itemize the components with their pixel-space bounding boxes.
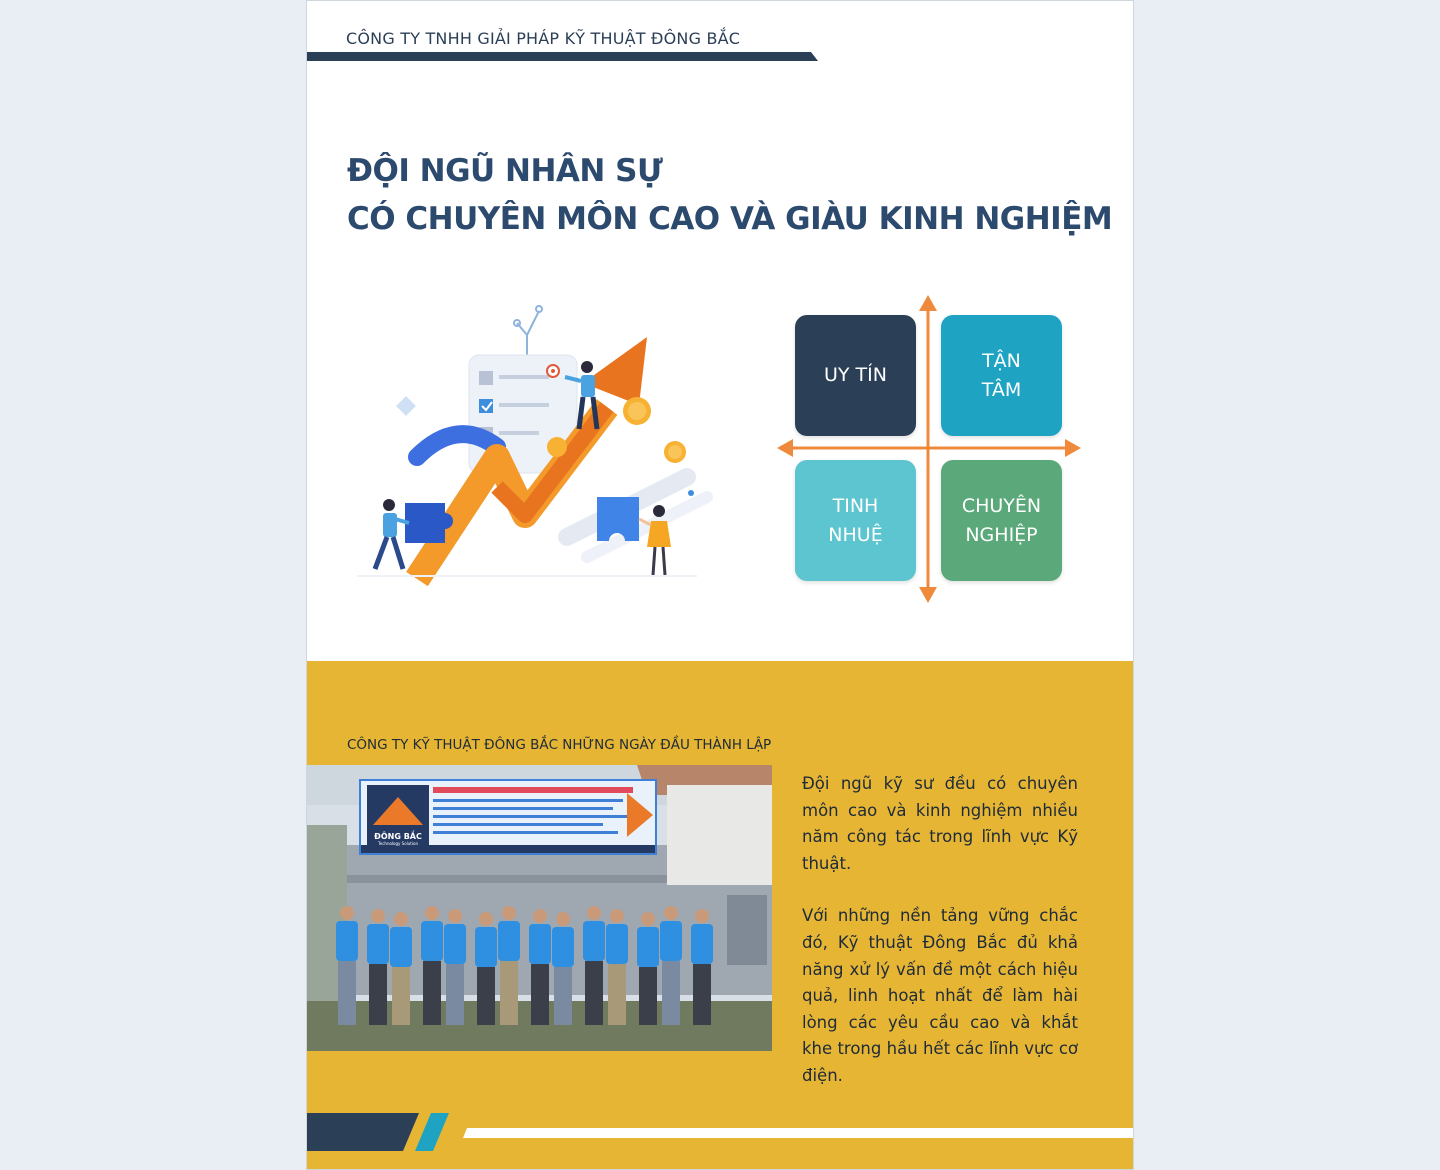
value-label: TẬN TÂM	[981, 349, 1022, 401]
team-member	[660, 906, 682, 1025]
team-member	[444, 909, 466, 1025]
values-matrix	[773, 293, 1083, 605]
team-member	[637, 912, 659, 1025]
value-tile-tan-tam	[941, 315, 1062, 436]
team-member	[529, 909, 551, 1025]
value-tile-uy-tin	[795, 315, 916, 436]
paragraph-1: Đội ngũ kỹ sư đều có chuyên môn cao và kinh nghiệm nhiều năm công tác trong lĩnh vực Kỹ thuật.	[802, 774, 1078, 873]
team-member	[583, 906, 605, 1025]
team-member	[552, 912, 574, 1025]
value-label: UY TÍN	[824, 364, 887, 386]
value-tile-tinh-nhue	[795, 460, 916, 581]
team-member	[367, 909, 389, 1025]
sign-brand: ĐÔNG BẮC	[374, 832, 422, 841]
paragraph-2: Với những nền tảng vững chắc đó, Kỹ thuật Đông Bắc đủ khả năng xử lý vấn đề một cách hiệu quả, linh hoạt nhất để làm hài lòng các yêu cầu cao và khắt khe trong hầu hết các lĩnh vực cơ điện.	[802, 906, 1078, 1085]
team-member	[390, 912, 412, 1025]
history-body	[802, 771, 1078, 1116]
value-tile-chuyen-nghiep	[941, 460, 1062, 581]
team-member	[336, 906, 358, 1025]
photo-caption: CÔNG TY KỸ THUẬT ĐÔNG BẮC NHỮNG NGÀY ĐẦU THÀNH LẬP	[347, 737, 772, 753]
team-member	[691, 909, 713, 1025]
team-member	[475, 912, 497, 1025]
sign-sub: Technology Solution	[378, 841, 418, 846]
value-label: CHUYÊN NGHIỆP	[961, 494, 1042, 546]
page-title	[347, 147, 1113, 243]
team-member	[498, 906, 520, 1025]
company-header: CÔNG TY TNHH GIẢI PHÁP KỸ THUẬT ĐÔNG BẮC	[346, 29, 741, 48]
team-member	[606, 909, 628, 1025]
team-member	[421, 906, 443, 1025]
history-section	[307, 661, 1134, 1170]
header-bar	[307, 52, 818, 61]
team-photo	[307, 765, 772, 1051]
value-label: TINH NHUỆ	[828, 494, 883, 546]
title-line-1: ĐỘI NGŨ NHÂN SỰ	[347, 153, 663, 189]
growth-illustration	[347, 297, 727, 587]
footer-stripes	[307, 1113, 1134, 1151]
brochure-page	[306, 0, 1134, 1170]
title-line-2: CÓ CHUYÊN MÔN CAO VÀ GIÀU KINH NGHIỆM	[347, 201, 1113, 237]
